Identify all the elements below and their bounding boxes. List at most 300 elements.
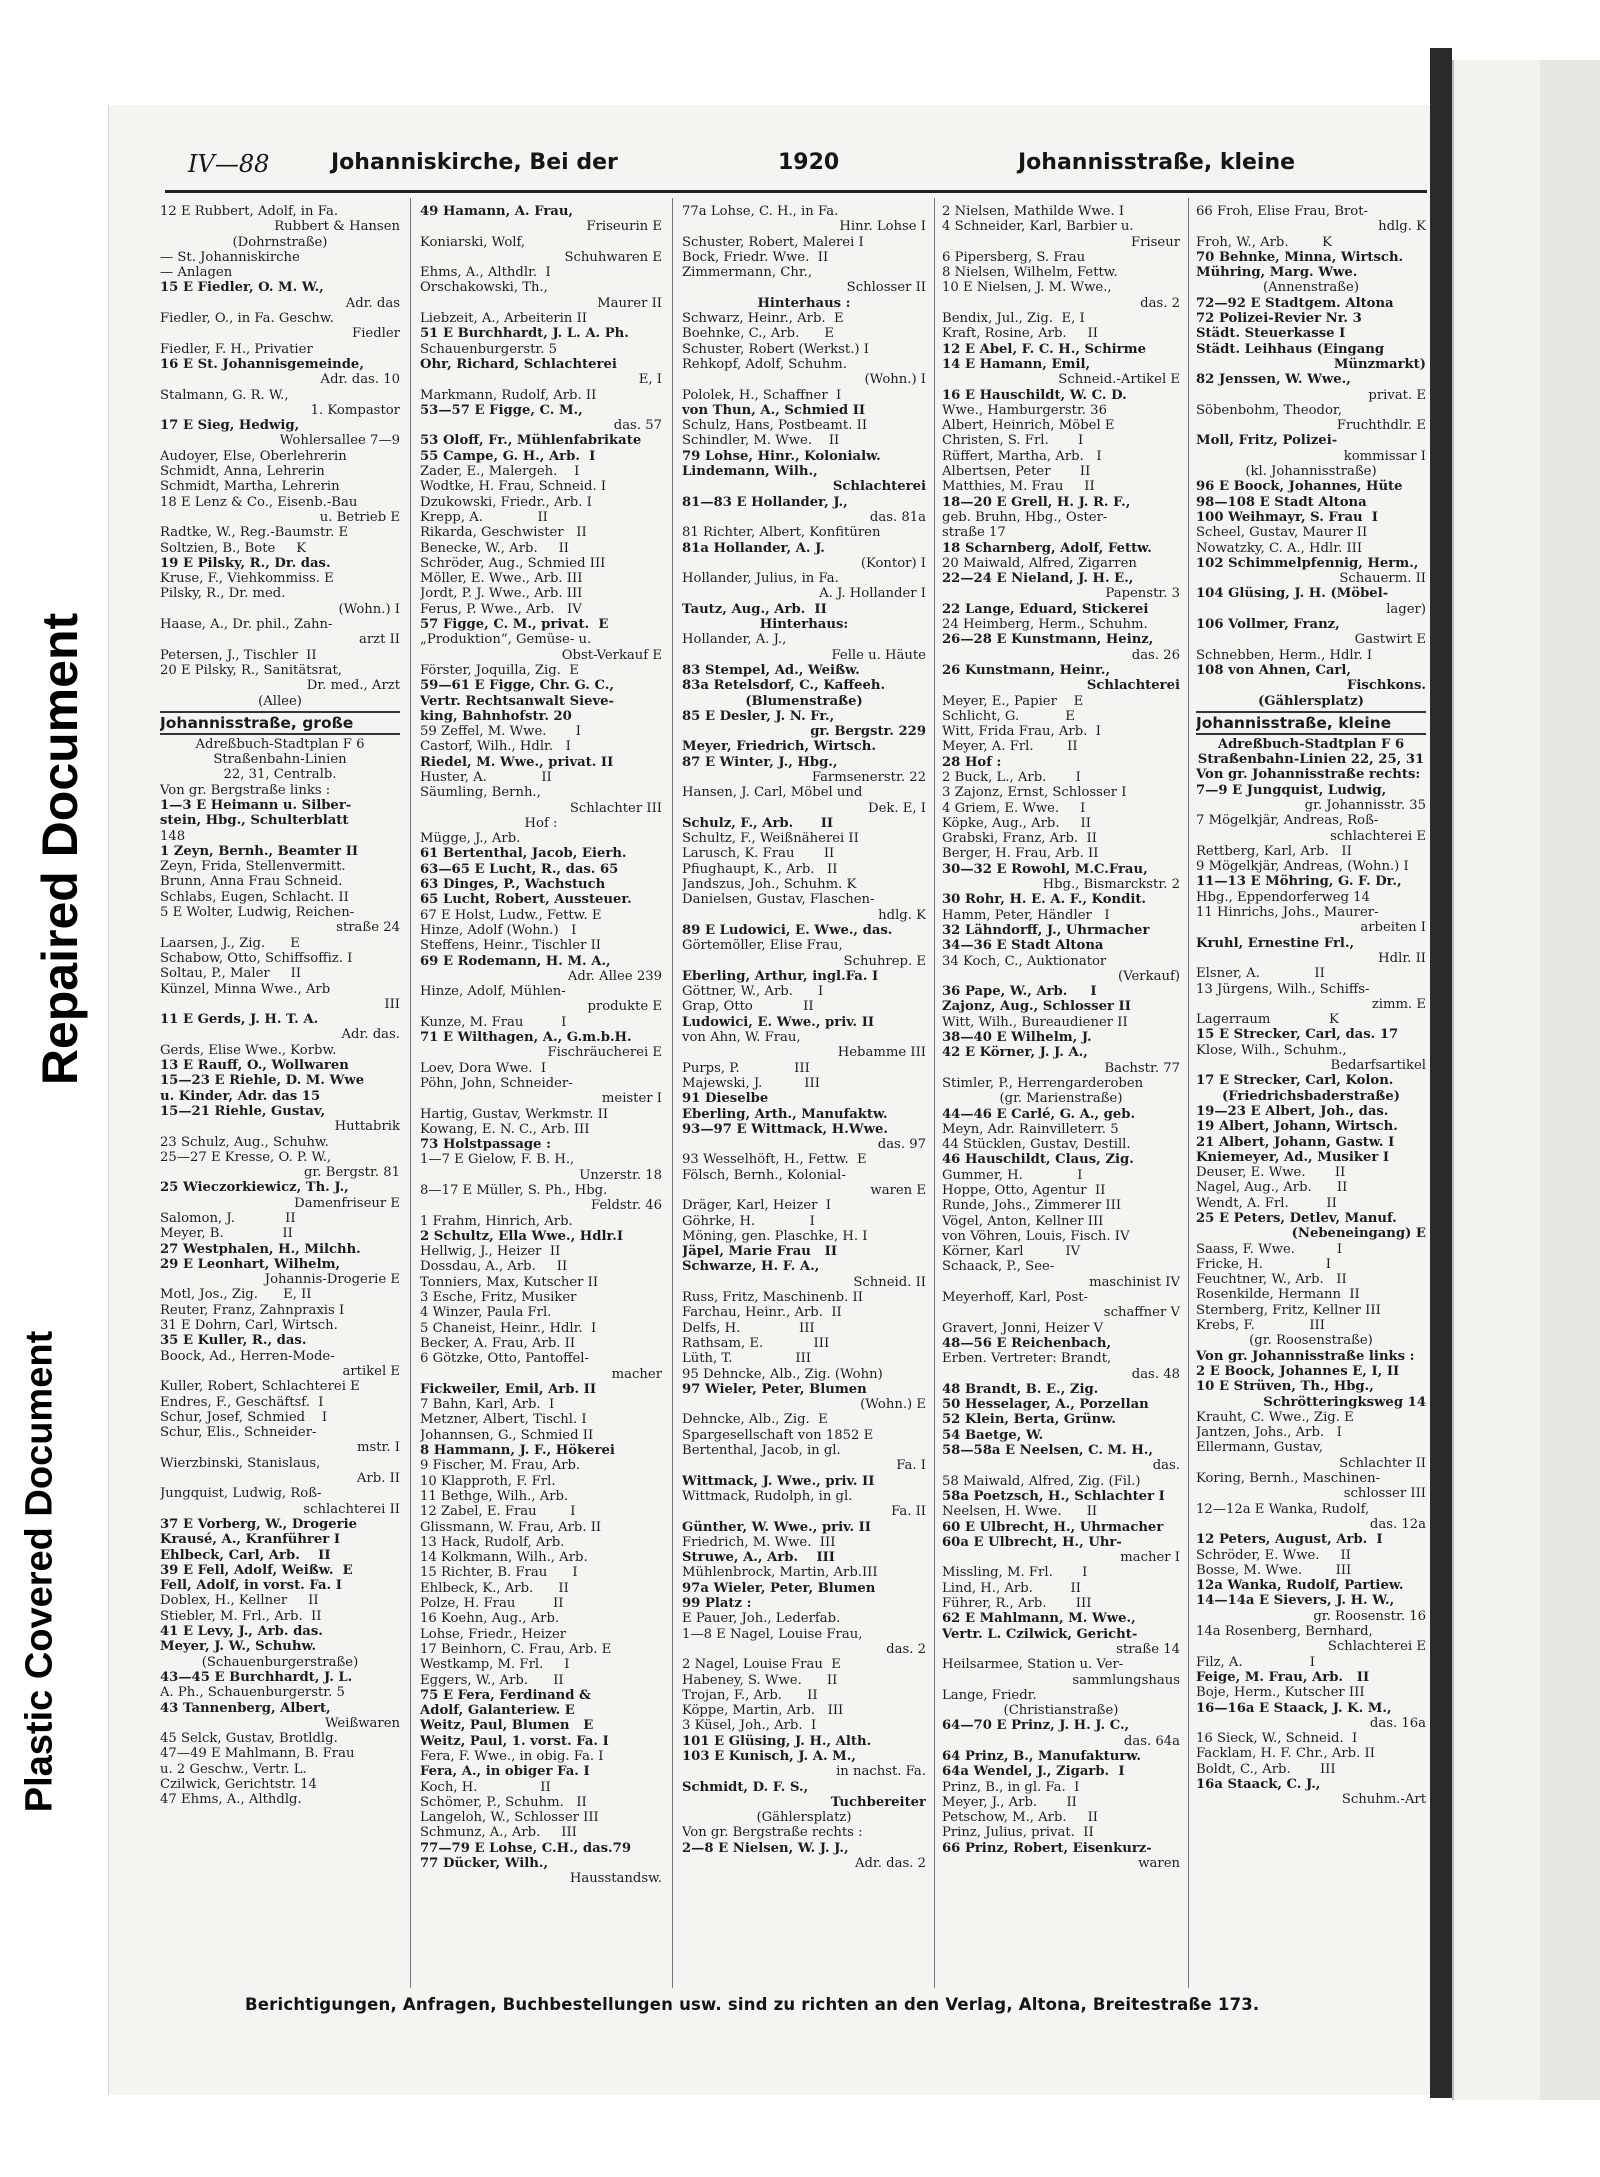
directory-entry-line: Adr. das	[345, 295, 400, 311]
directory-entry-line: Fruchthdlr. E	[1336, 418, 1426, 434]
directory-entry-line: Krausé, A., Kranführer I	[160, 1532, 340, 1548]
directory-entry-line: Schmidt, Anna, Lehrerin	[160, 464, 325, 480]
directory-entry-line: Vertr. L. Czilwick, Gericht-	[942, 1626, 1138, 1642]
directory-entry-line: Wittmack, Rudolph, in gl.	[682, 1488, 853, 1504]
directory-entry-line: 7—9 E Jungquist, Ludwig,	[1196, 782, 1387, 798]
directory-entry-line: 19 Albert, Johann, Wirtsch.	[1196, 1119, 1398, 1135]
directory-entry-line: Möning, gen. Plaschke, H. I	[682, 1228, 868, 1244]
directory-entry-line: 24 Heimberg, Herm., Schuhm.	[942, 617, 1148, 633]
directory-entry-line: (Dohrnstraße)	[232, 234, 328, 250]
directory-entry-line: gr. Bergstr. 81	[303, 1165, 400, 1181]
directory-entry-line: Bosse, M. Wwe. III	[1196, 1562, 1352, 1578]
directory-entry-line: Schlabs, Eugen, Schlacht. II	[160, 889, 349, 905]
directory-entry-line: Friseurin E	[586, 219, 662, 235]
directory-entry-line: Von gr. Bergstraße rechts :	[682, 1825, 863, 1841]
directory-entry-line: Fricke, H. I	[1196, 1256, 1332, 1272]
directory-entry-line: 59—61 E Figge, Chr. G. C.,	[420, 678, 614, 694]
directory-entry-line: Hinterhaus:	[759, 617, 849, 633]
directory-entry-line: Motl, Jos., Zig. E, II	[160, 1287, 312, 1303]
directory-entry-line: Schindler, M. Wwe. II	[682, 433, 840, 449]
directory-entry-line: 100 Weihmayr, S. Frau I	[1196, 509, 1378, 525]
directory-entry-line: 66 Froh, Elise Frau, Brot-	[1196, 204, 1368, 219]
directory-entry-line: 67 E Holst, Ludw., Fettw. E	[420, 907, 602, 923]
directory-entry-line: king, Bahnhofstr. 20	[420, 708, 572, 724]
directory-entry-line: Filz, A. I	[1196, 1654, 1315, 1670]
directory-entry-line: gr. Johannisstr. 35	[1304, 797, 1426, 813]
directory-entry-line: Hbg., Bismarckstr. 2	[1042, 877, 1180, 893]
directory-entry-line: Neelsen, H. Wwe. II	[942, 1504, 1098, 1520]
directory-column-4	[942, 204, 1180, 1994]
directory-entry-line: Dek. E, I	[868, 800, 926, 816]
directory-entry-line: 16 E Hauschildt, W. C. D.	[942, 387, 1127, 403]
directory-entry-line: 104 Glüsing, J. H. (Möbel-	[1196, 586, 1389, 602]
directory-entry-line: Hollander, A. J.,	[682, 632, 787, 648]
directory-entry-line: Schlachterei	[1086, 678, 1180, 694]
directory-entry-line: Zajonz, Aug., Schlosser II	[942, 999, 1131, 1015]
directory-entry-line: 83 Stempel, Ad., Weißw.	[682, 662, 860, 678]
directory-entry-line: 2 Nagel, Louise Frau E	[682, 1657, 841, 1673]
directory-entry-line: Hellwig, J., Heizer II	[420, 1244, 561, 1260]
directory-entry-line: 77a Lohse, C. H., in Fa.	[682, 204, 839, 219]
directory-entry-line: Kuller, Robert, Schlachterei E	[160, 1379, 360, 1395]
directory-entry-line: schaffner V	[1103, 1305, 1180, 1321]
directory-entry-line: Eberling, Arthur, ingl.Fa. I	[682, 968, 879, 984]
directory-entry-line: 49 Hamann, A. Frau,	[420, 204, 574, 219]
directory-entry-line: 14—14a E Sievers, J. H. W.,	[1196, 1593, 1395, 1609]
directory-entry-line: 2 Schultz, Ella Wwe., Hdlr.I	[420, 1228, 623, 1244]
directory-entry-line: Sternberg, Fritz, Kellner III	[1196, 1302, 1381, 1318]
directory-entry-line: Nowatzky, C. A., Hdlr. III	[1196, 540, 1363, 556]
column-divider	[672, 198, 673, 1988]
directory-entry-line: Trojan, F., Arb. II	[682, 1687, 818, 1703]
directory-entry-line: Christen, S. Frl. I	[942, 433, 1084, 449]
directory-entry-line: 16a Staack, C. J.,	[1196, 1776, 1321, 1792]
directory-entry-line: Hollander, Julius, in Fa.	[682, 571, 839, 587]
directory-entry-line: Fischräucherei E	[547, 1045, 662, 1061]
directory-entry-line: 20 E Pilsky, R., Sanitätsrat,	[160, 662, 342, 678]
directory-entry-line: 11 Hinrichs, Johs., Maurer-	[1196, 905, 1379, 921]
directory-entry-line: Rathsam, E. III	[682, 1335, 830, 1351]
directory-entry-line: Stimler, P., Herrengarderoben	[942, 1075, 1144, 1091]
directory-entry-line: stein, Hbg., Schulterblatt	[160, 813, 349, 829]
directory-entry-line: 58 Maiwald, Alfred, Zig. (Fil.)	[942, 1473, 1141, 1489]
directory-entry-line: Fera, F. Wwe., in obig. Fa. I	[420, 1748, 604, 1764]
directory-entry-line: Feige, M. Frau, Arb. II	[1196, 1669, 1370, 1685]
directory-entry-line: Schröder, E. Wwe. II	[1196, 1547, 1351, 1563]
directory-entry-line: Glissmann, W. Frau, Arb. II	[420, 1519, 602, 1535]
directory-entry-line: Liebzeit, A., Arbeiterin II	[420, 311, 587, 327]
directory-entry-line: Wohlersallee 7—9	[279, 433, 400, 449]
directory-entry-line: 16 Sieck, W., Schneid. I	[1196, 1731, 1358, 1747]
directory-entry-line: Koring, Bernh., Maschinen-	[1196, 1471, 1381, 1487]
directory-entry-line: Kruse, F., Viehkommiss. E	[160, 571, 334, 587]
directory-entry-line: 63—65 E Lucht, R., das. 65	[420, 861, 619, 877]
directory-entry-line: arbeiten I	[1360, 920, 1426, 936]
directory-entry-line: Schlicht, G. E	[942, 708, 1075, 724]
directory-entry-line: 97 Wieler, Peter, Blumen	[682, 1381, 867, 1397]
directory-entry-line: mstr. I	[356, 1440, 400, 1456]
directory-entry-line: Schuhm.-Art	[1341, 1792, 1426, 1808]
directory-entry-line: sammlungshaus	[1072, 1672, 1180, 1688]
directory-entry-line: Papenstr. 3	[1105, 586, 1180, 602]
directory-entry-line: Feuchtner, W., Arb. II	[1196, 1272, 1347, 1288]
directory-entry-line: 82 Jenssen, W. Wwe.,	[1196, 372, 1351, 388]
directory-entry-line: Rettberg, Karl, Arb. II	[1196, 843, 1352, 859]
directory-entry-line: Günther, W. Wwe., priv. II	[682, 1519, 871, 1535]
directory-entry-line: Meyer, E., Papier E	[942, 693, 1084, 709]
directory-entry-line: 14 Kolkmann, Wilh., Arb.	[420, 1550, 588, 1566]
directory-entry-line: Lüth, T. III	[682, 1351, 811, 1367]
directory-entry-line: Schur, Elis., Schneider-	[160, 1425, 317, 1441]
directory-entry-line: Städt. Leihhaus (Eingang	[1196, 341, 1385, 357]
directory-entry-line: in nachst. Fa.	[836, 1764, 926, 1780]
directory-entry-line: Zimmermann, Chr.,	[682, 265, 813, 281]
directory-column-3	[682, 204, 926, 1994]
directory-entry-line: 64 Prinz, B., Manufakturw.	[942, 1748, 1141, 1764]
directory-column-2	[420, 204, 662, 1994]
directory-entry-line: (Gählersplatz)	[1257, 693, 1364, 709]
directory-entry-line: 47 Ehms, A., Althdlg.	[160, 1792, 302, 1808]
directory-entry-line: 98—108 E Stadt Altona	[1196, 494, 1367, 510]
directory-entry-line: 52 Klein, Berta, Grünw.	[942, 1412, 1116, 1428]
publisher-footer: Berichtigungen, Anfragen, Buchbestellungen usw. sind zu richten an den Verlag, Altona, Breitestraße 173.	[245, 1995, 1260, 2014]
directory-entry-line: Endres, F., Geschäftsf. I	[160, 1394, 324, 1410]
directory-entry-line: Witt, Wilh., Bureaudiener II	[942, 1014, 1128, 1030]
directory-entry-line: 72—92 E Stadtgem. Altona	[1196, 295, 1394, 311]
directory-entry-line: Von gr. Johannisstraße links :	[1196, 1348, 1415, 1364]
directory-entry-line: „Produktion“, Gemüse- u.	[420, 632, 592, 648]
directory-entry-line: 69 E Rodemann, H. M. A.,	[420, 953, 611, 969]
directory-entry-line: Ellermann, Gustav,	[1196, 1440, 1323, 1456]
directory-entry-line: 97a Wieler, Peter, Blumen	[682, 1580, 876, 1596]
directory-entry-line: Bendix, Jul., Zig. E, I	[942, 311, 1085, 327]
directory-entry-line: 15 Richter, B. Frau I	[420, 1565, 578, 1581]
directory-entry-line: Reuter, Franz, Zahnpraxis I	[160, 1302, 345, 1318]
directory-entry-line: 37 E Vorberg, W., Drogerie	[160, 1516, 357, 1532]
directory-entry-line: 48—56 E Reichenbach,	[942, 1335, 1112, 1351]
directory-entry-line: 3 Esche, Fritz, Musiker	[420, 1290, 577, 1306]
directory-entry-line: 8—17 E Müller, S. Ph., Hbg.	[420, 1183, 608, 1198]
directory-entry-line: Fölsch, Bernh., Kolonial-	[682, 1167, 846, 1183]
directory-entry-line: Körner, Karl IV	[942, 1244, 1081, 1260]
directory-entry-line: 22—24 E Nieland, J. H. E.,	[942, 571, 1134, 587]
directory-entry-line: 10 Klapproth, F. Frl.	[420, 1473, 556, 1489]
directory-entry-line: geb. Bruhn, Hbg., Oster-	[942, 509, 1108, 525]
directory-entry-line: macher I	[1120, 1550, 1180, 1566]
directory-entry-line: Habeney, S. Wwe. II	[682, 1672, 838, 1688]
directory-entry-line: das. 2	[1140, 295, 1180, 311]
directory-entry-line: waren	[1138, 1856, 1180, 1872]
directory-entry-line: Fischkons.	[1347, 678, 1426, 694]
directory-entry-line: Jandszus, Joh., Schuhm. K	[682, 877, 857, 893]
directory-entry-line: 23 Schulz, Aug., Schuhw.	[160, 1134, 329, 1150]
directory-entry-line: 53—57 E Figge, C. M.,	[420, 402, 583, 418]
directory-entry-line: Schmidt, Martha, Lehrerin	[160, 479, 340, 495]
directory-entry-line: das.	[1152, 1458, 1180, 1474]
directory-entry-line: Saass, F. Wwe. I	[1196, 1241, 1343, 1257]
directory-entry-line: hdlg. K	[1378, 219, 1426, 235]
directory-entry-line: E, I	[638, 372, 662, 388]
directory-entry-line: 91 Dieselbe	[682, 1091, 769, 1107]
directory-entry-line: 39 E Fell, Adolf, Weißw. E	[160, 1562, 353, 1578]
directory-entry-line: Krauht, C. Wwe., Zig. E	[1196, 1409, 1354, 1425]
column-divider	[410, 198, 411, 1988]
directory-entry-line: Adolf, Galanteriew. E	[420, 1703, 575, 1719]
directory-entry-line: das. 57	[613, 418, 662, 434]
directory-entry-line: — Anlagen	[160, 265, 233, 281]
directory-entry-line: 16—16a E Staack, J. K. M.,	[1196, 1700, 1392, 1716]
directory-entry-line: das. 2	[886, 1641, 926, 1657]
directory-entry-line: Tuchbereiter	[830, 1794, 926, 1810]
directory-entry-line: Mühring, Marg. Wwe.	[1196, 265, 1358, 281]
directory-entry-line: 81 Richter, Albert, Konfitüren	[682, 525, 881, 541]
directory-entry-line: 3 Küsel, Joh., Arb. I	[682, 1718, 817, 1734]
directory-entry-line: Metzner, Albert, Tischl. I	[420, 1412, 587, 1428]
directory-entry-line: Brunn, Anna Frau Schneid.	[160, 874, 343, 890]
directory-entry-line: Langeloh, W., Schlosser III	[420, 1810, 599, 1826]
directory-entry-line: Jordt, P. J. Wwe., Arb. III	[420, 586, 583, 602]
directory-entry-line: Obst-Verkauf E	[561, 647, 662, 663]
directory-entry-line: Bachstr. 77	[1104, 1060, 1180, 1076]
directory-entry-line: Hebamme III	[837, 1045, 926, 1061]
directory-entry-line: Albertsen, Peter II	[942, 464, 1091, 480]
directory-entry-line: (Allee)	[258, 693, 302, 709]
directory-entry-line: Schnebben, Herm., Hdlr. I	[1196, 647, 1373, 663]
directory-entry-line: 48 Brandt, B. E., Zig.	[942, 1381, 1099, 1397]
directory-entry-line: Göhrke, H. I	[682, 1213, 815, 1229]
directory-entry-line: Adr. das. 2	[854, 1856, 926, 1872]
directory-entry-line: Schuster, Robert, Malerei I	[682, 234, 864, 250]
directory-entry-line: Danielsen, Gustav, Flaschen-	[682, 892, 875, 908]
directory-entry-line: Bedarfsartikel	[1330, 1058, 1426, 1074]
directory-entry-line: straße 17	[942, 525, 1006, 541]
directory-entry-line: 1—3 E Heimann u. Silber-	[160, 797, 352, 813]
directory-entry-line: Adr. das. 10	[320, 372, 400, 388]
directory-entry-line: Lind, H., Arb. II	[942, 1580, 1081, 1596]
directory-entry-line: Hausstandsw.	[569, 1871, 662, 1887]
directory-entry-line: Eberling, Arth., Manufaktw.	[682, 1106, 888, 1122]
directory-entry-line: 35 E Kuller, R., das.	[160, 1333, 307, 1349]
directory-entry-line: 50 Hesselager, A., Porzellan	[942, 1397, 1149, 1413]
directory-entry-line: lager)	[1386, 601, 1426, 617]
directory-entry-line: Wierzbinski, Stanislaus,	[160, 1455, 321, 1471]
directory-entry-line: 71 E Wilthagen, A., G.m.b.H.	[420, 1030, 632, 1046]
directory-entry-line: Feldstr. 46	[591, 1198, 662, 1214]
directory-entry-line: Hamm, Peter, Händler I	[942, 907, 1110, 923]
directory-entry-line: Westkamp, M. Frl. I	[420, 1657, 570, 1673]
directory-entry-line: Farchau, Heinr., Arb. II	[682, 1305, 842, 1321]
directory-entry-line: 25 Wieczorkiewicz, Th. J.,	[160, 1180, 349, 1196]
directory-entry-line: Hoppe, Otto, Agentur II	[942, 1183, 1106, 1198]
directory-entry-line: Dehncke, Alb., Zig. E	[682, 1412, 828, 1428]
directory-entry-line: Dossdau, A., Arb. II	[420, 1259, 568, 1275]
directory-entry-line: 46 Hauschildt, Claus, Zig.	[942, 1152, 1134, 1168]
directory-entry-line: 21 Albert, Johann, Gastw. I	[1196, 1134, 1395, 1150]
directory-entry-line: 44—46 E Carlé, G. A., geb.	[942, 1106, 1136, 1122]
directory-entry-line: Hartig, Gustav, Werkmstr. II	[420, 1106, 609, 1122]
directory-entry-line: Soltzien, B., Bote K	[160, 540, 307, 556]
directory-entry-line: 12 Zabel, E. Frau I	[420, 1504, 576, 1520]
directory-entry-line: Rüffert, Martha, Arb. I	[942, 448, 1102, 464]
directory-entry-line: 58—58a E Neelsen, C. M. H.,	[942, 1443, 1153, 1459]
directory-entry-line: E Pauer, Joh., Lederfab.	[682, 1611, 841, 1627]
directory-entry-line: Radtke, W., Reg.-Baumstr. E	[160, 525, 349, 541]
directory-entry-line: 25—27 E Kresse, O. P. W.,	[160, 1149, 332, 1165]
directory-entry-line: Schabow, Otto, Schiffsoffiz. I	[160, 950, 353, 966]
directory-entry-line: 15 E Strecker, Carl, das. 17	[1196, 1027, 1399, 1043]
directory-entry-line: hdlg. K	[878, 907, 926, 923]
directory-entry-line: das. 81a	[869, 509, 926, 525]
directory-entry-line: Meyerhoff, Karl, Post-	[942, 1290, 1089, 1306]
directory-entry-line: Wwe., Hamburgerstr. 36	[942, 402, 1107, 418]
directory-entry-line: Krepp, A. II	[420, 509, 548, 525]
directory-entry-line: 25 E Peters, Detlev, Manuf.	[1196, 1211, 1397, 1226]
directory-entry-line: 3 Zajonz, Ernst, Schlosser I	[942, 785, 1127, 801]
directory-entry-line: 93 Wesselhöft, H., Fettw. E	[682, 1152, 867, 1168]
directory-entry-line: Grabski, Franz, Arb. II	[942, 831, 1097, 847]
directory-entry-line: Säumling, Bernh.,	[420, 785, 541, 801]
directory-entry-line: 7 Mögelkjär, Andreas, Roß-	[1196, 813, 1379, 829]
directory-entry-line: Hbg., Eppendorferweg 14	[1196, 889, 1370, 905]
directory-entry-line: 2 Nielsen, Mathilde Wwe. I	[942, 204, 1125, 219]
directory-entry-line: 43—45 E Burchhardt, J. L.	[160, 1669, 353, 1685]
directory-entry-line: von Ahn, W. Frau,	[682, 1030, 801, 1046]
directory-entry-line: III	[384, 996, 400, 1012]
directory-entry-line: Facklam, H. F. Chr., Arb. II	[1196, 1746, 1375, 1762]
directory-entry-line: Friedrich, M. Wwe. III	[682, 1534, 836, 1550]
directory-entry-line: Loev, Dora Wwe. I	[420, 1060, 547, 1076]
directory-entry-line: Lohse, Friedr., Heizer	[420, 1626, 567, 1642]
directory-entry-line: 17 E Sieg, Hedwig,	[160, 418, 300, 434]
directory-entry-line: straße 14	[1116, 1641, 1180, 1657]
directory-entry-line: Spargesellschaft von 1852 E	[682, 1427, 874, 1443]
directory-entry-line: Mühlenbrock, Martin, Arb.III	[682, 1565, 878, 1581]
directory-entry-line: Dräger, Karl, Heizer I	[682, 1198, 832, 1214]
directory-entry-line: 65 Lucht, Robert, Aussteuer.	[420, 892, 632, 908]
directory-entry-line: Meyn, Adr. Rainvilleterr. 5	[942, 1121, 1119, 1137]
directory-entry-line: 41 E Levy, J., Arb. das.	[160, 1624, 323, 1640]
directory-entry-line: (kl. Johannisstraße)	[1245, 464, 1377, 480]
directory-entry-line: Dr. med., Arzt	[306, 678, 400, 694]
directory-entry-line: Stiebler, M. Frl., Arb. II	[160, 1608, 322, 1624]
directory-entry-line: Zeyn, Frida, Stellenvermitt.	[160, 859, 346, 875]
directory-entry-line: von Vöhren, Louis, Fisch. IV	[942, 1228, 1130, 1244]
directory-entry-line: Lagerraum K	[1196, 1012, 1339, 1028]
directory-entry-line: Salomon, J. II	[160, 1211, 296, 1226]
directory-entry-line: Missling, M. Frl. I	[942, 1565, 1088, 1581]
directory-entry-line: Doblex, H., Kellner II	[160, 1593, 319, 1609]
directory-entry-line: Nagel, Aug., Arb. II	[1196, 1180, 1348, 1196]
directory-entry-line: Hansen, J. Carl, Möbel und	[682, 785, 863, 801]
directory-entry-line: Fera, A., in obiger Fa. I	[420, 1764, 590, 1780]
directory-entry-line: Meyer, J. W., Schuhw.	[160, 1639, 317, 1655]
directory-entry-line: 18 Scharnberg, Adolf, Fettw.	[942, 540, 1152, 556]
directory-entry-line: Pilsky, R., Dr. med.	[160, 586, 286, 602]
directory-entry-line: 13 Hack, Rudolf, Arb.	[420, 1534, 565, 1550]
directory-entry-line: 2 E Boock, Johannes E, I, II	[1196, 1363, 1400, 1379]
directory-entry-line: Kruhl, Ernestine Frl.,	[1196, 935, 1355, 951]
directory-entry-line: Lindemann, Wilh.,	[682, 464, 818, 480]
directory-entry-line: 4 Griem, E. Wwe. I	[942, 800, 1086, 816]
directory-entry-line: Kniemeyer, Ad., Musiker I	[1196, 1149, 1390, 1165]
directory-entry-line: Larusch, K. Frau II	[682, 846, 835, 862]
directory-entry-line: Straßenbahn-Linien 22, 25, 31	[1197, 752, 1425, 768]
directory-entry-line: 12 Peters, August, Arb. I	[1196, 1532, 1383, 1548]
directory-entry-line: 34—36 E Stadt Altona	[942, 938, 1104, 954]
directory-entry-line: 2—8 E Nielsen, W. J. J.,	[682, 1840, 849, 1856]
directory-entry-line: Purps, P. III	[682, 1060, 810, 1076]
directory-entry-line: (Friedrichsbaderstraße)	[1222, 1088, 1400, 1104]
directory-entry-line: das. 64a	[1123, 1733, 1180, 1749]
directory-entry-line: Schultz, F., Weißnäherei II	[682, 831, 859, 847]
directory-entry-line: straße 24	[336, 920, 400, 936]
directory-entry-line: Struwe, A., Arb. III	[682, 1550, 835, 1566]
directory-entry-line: Benecke, W., Arb. II	[420, 540, 570, 556]
page-number: IV—88	[188, 150, 270, 178]
directory-entry-line: waren E	[870, 1183, 926, 1198]
directory-entry-line: Becker, A. Frau, Arb. II	[420, 1335, 576, 1351]
directory-entry-line: 2 Buck, L., Arb. I	[942, 769, 1081, 785]
directory-entry-line: 15—23 E Riehle, D. M. Wwe	[160, 1073, 365, 1089]
directory-entry-line: Köppe, Martin, Arb. III	[682, 1703, 844, 1719]
directory-entry-line: 62 E Mahlmann, M. Wwe.,	[942, 1611, 1136, 1627]
directory-entry-line: 20 Maiwald, Alfred, Zigarren	[942, 555, 1137, 571]
directory-entry-line: Gastwirt E	[1354, 632, 1426, 648]
directory-entry-line: 45 Selck, Gustav, Brotldlg.	[160, 1731, 338, 1747]
directory-entry-line: Schrötteringksweg 14	[1263, 1394, 1426, 1410]
directory-entry-line: Maurer II	[597, 295, 662, 311]
directory-entry-line: 32 Lähndorff, J., Uhrmacher	[942, 922, 1150, 938]
directory-entry-line: Schneid. II	[853, 1274, 926, 1290]
directory-entry-line: 95 Dehncke, Alb., Zig. (Wohn)	[682, 1366, 883, 1382]
directory-entry-line: Wodtke, H. Frau, Schneid. I	[420, 479, 607, 495]
directory-entry-line: Fickweiler, Emil, Arb. II	[420, 1381, 596, 1397]
directory-entry-line: Pfiughaupt, K., Arb. II	[682, 861, 838, 877]
directory-entry-line: Schmidt, D. F. S.,	[682, 1779, 809, 1795]
directory-entry-line: das. 48	[1131, 1366, 1180, 1382]
directory-entry-line: privat. E	[1368, 387, 1426, 403]
directory-entry-line: A. Ph., Schauenburgerstr. 5	[160, 1685, 345, 1701]
directory-entry-line: 14a Rosenberg, Bernhard,	[1196, 1624, 1373, 1640]
directory-entry-line: 27 Westphalen, H., Milchh.	[160, 1241, 361, 1257]
directory-entry-line: 17 E Strecker, Carl, Kolon.	[1196, 1073, 1394, 1089]
directory-entry-line: Eggers, W., Arb. II	[420, 1672, 564, 1688]
directory-entry-line: 18—20 E Grell, H. J. R. F.,	[942, 494, 1131, 510]
directory-entry-line: Tautz, Aug., Arb. II	[682, 601, 827, 617]
directory-entry-line: Rikarda, Geschwister II	[420, 525, 587, 541]
directory-entry-line: Erben. Vertreter: Brandt,	[942, 1351, 1112, 1367]
directory-entry-line: 1—8 E Nagel, Louise Frau,	[682, 1626, 863, 1642]
directory-entry-line: Fiedler, O., in Fa. Geschw.	[160, 311, 334, 327]
directory-entry-line: Adreßbuch-Stadtplan F 6	[195, 736, 365, 752]
directory-entry-line: 15—21 Riehle, Gustav,	[160, 1103, 326, 1119]
street-section-heading: Johannisstraße, kleine	[1196, 711, 1426, 735]
directory-entry-line: Fell, Adolf, in vorst. Fa. I	[160, 1578, 342, 1594]
directory-entry-line: 19 E Pilsky, R., Dr. das.	[160, 555, 331, 571]
directory-entry-line: macher	[611, 1366, 662, 1382]
directory-entry-line: 106 Vollmer, Franz,	[1196, 617, 1340, 633]
directory-entry-line: 9 Fischer, M. Frau, Arb.	[420, 1458, 581, 1474]
directory-entry-line: 17 Beinhorn, C. Frau, Arb. E	[420, 1641, 612, 1657]
directory-entry-line: Schuster, Robert (Werkst.) I	[682, 341, 869, 357]
directory-entry-line: Pöhn, John, Schneider-	[420, 1075, 573, 1091]
directory-entry-line: 12 E Rubbert, Adolf, in Fa.	[160, 204, 339, 219]
directory-entry-line: das. 16a	[1369, 1715, 1426, 1731]
directory-entry-line: Straßenbahn-Linien	[213, 752, 347, 768]
directory-entry-line: 5 E Wolter, Ludwig, Reichen-	[160, 905, 355, 921]
directory-entry-line: Arb. II	[356, 1471, 400, 1487]
directory-entry-line: 83a Retelsdorf, C., Kaffeeh.	[682, 678, 886, 694]
